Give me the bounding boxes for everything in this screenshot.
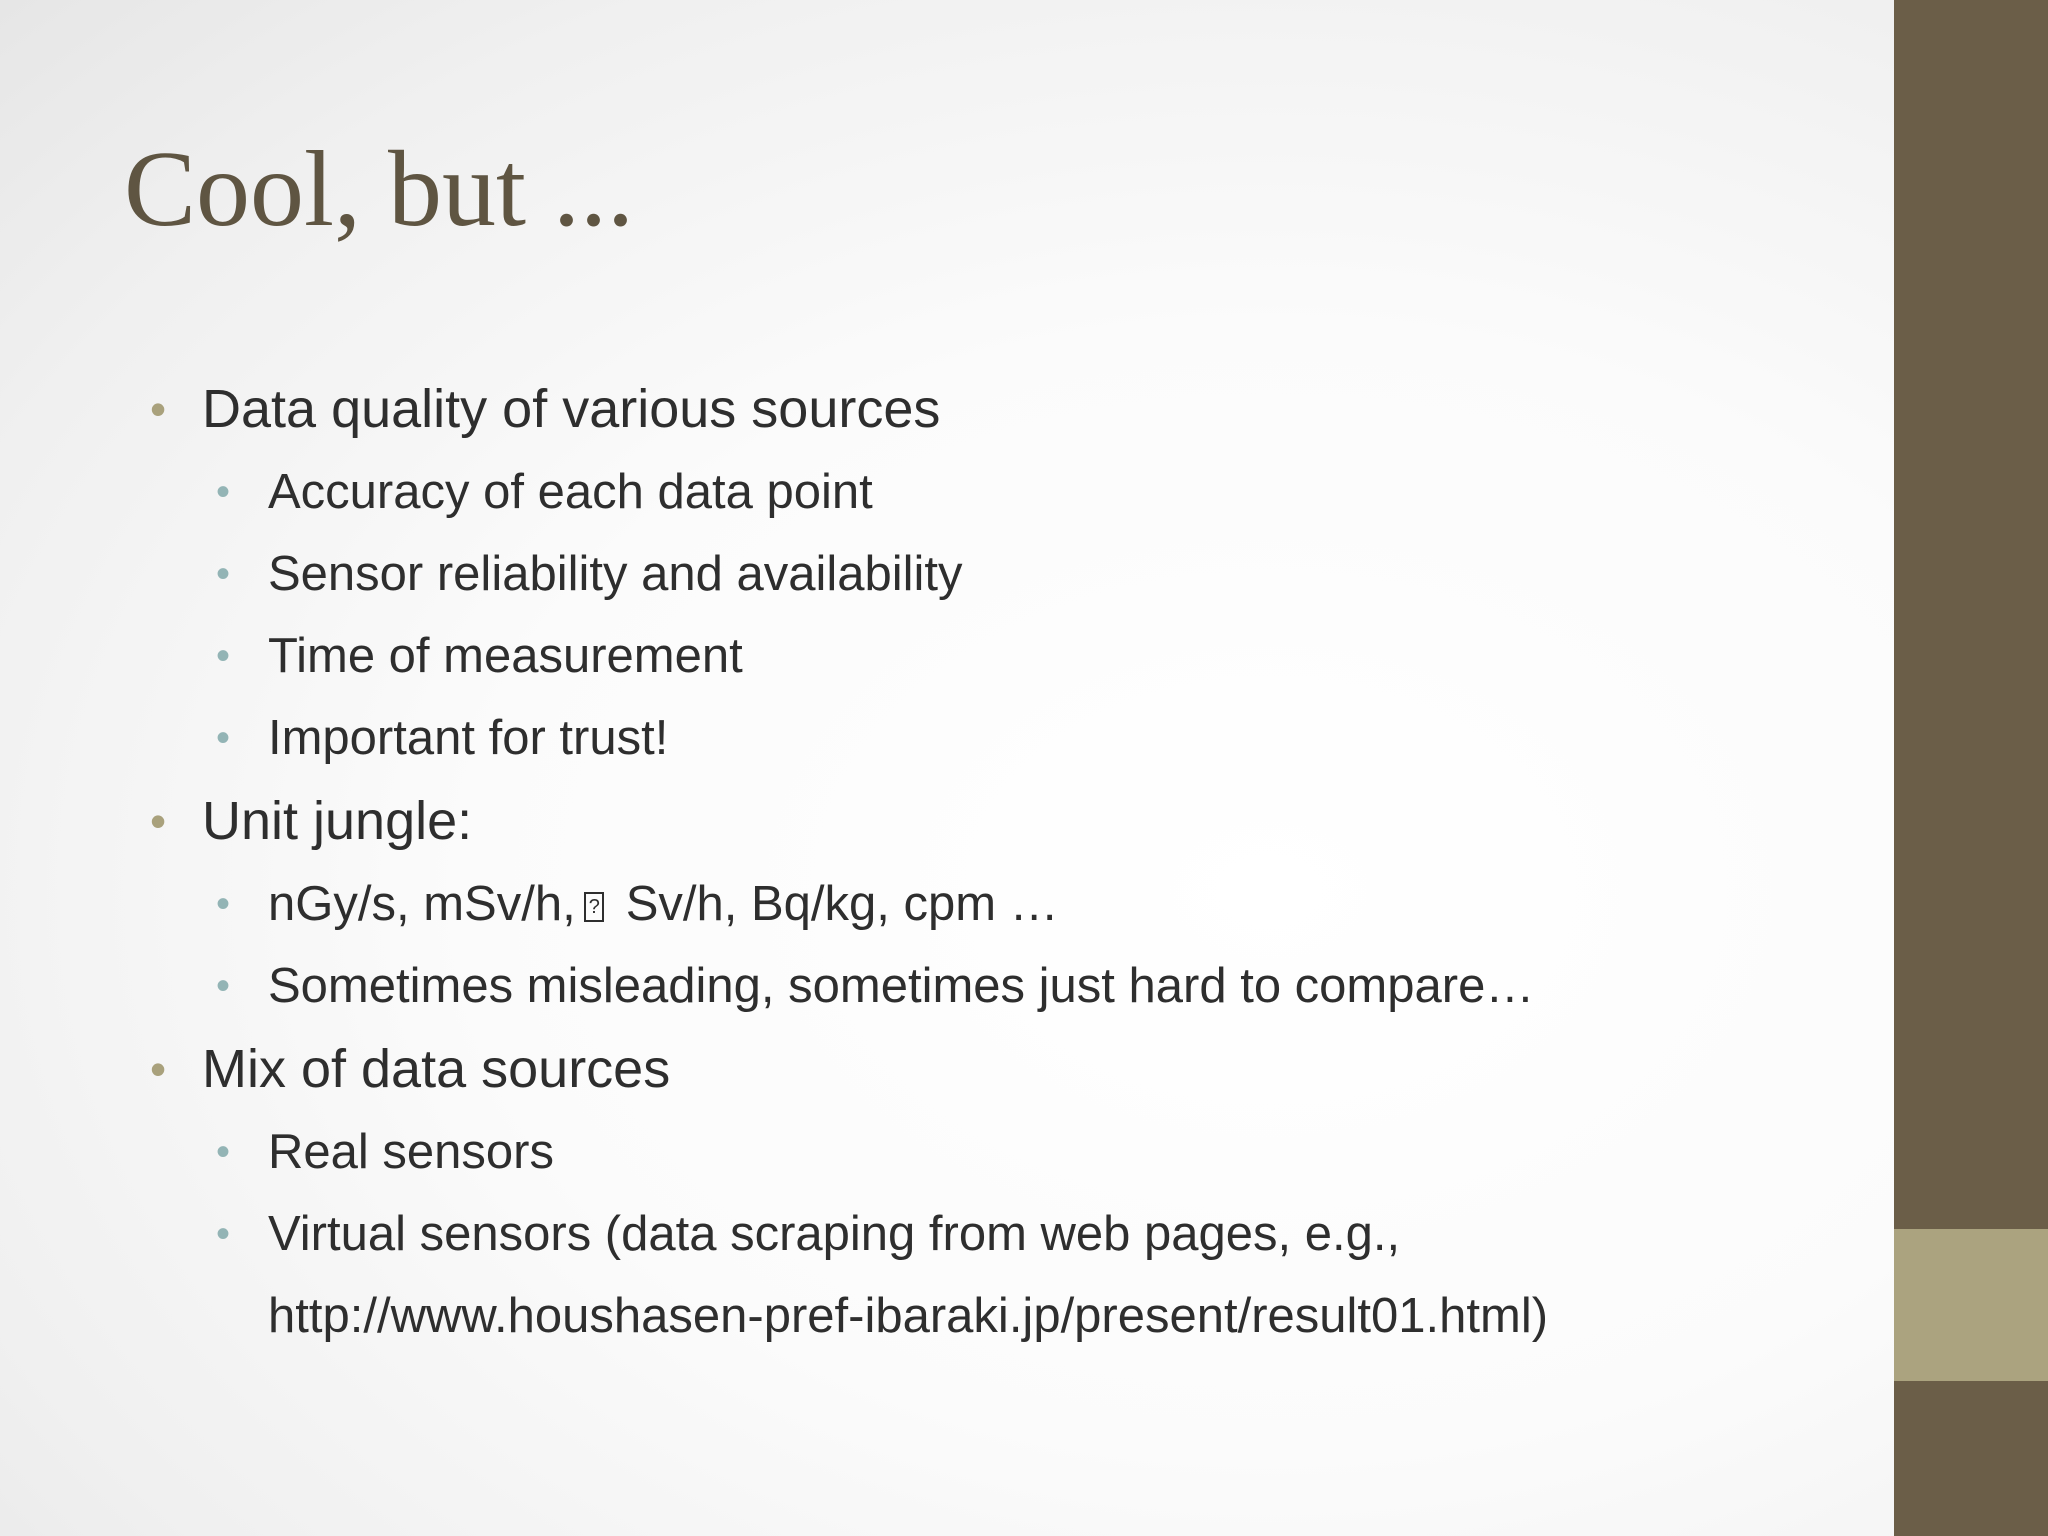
side-decoration-accent	[1894, 1229, 2048, 1381]
sub-list-container	[150, 1111, 1850, 1357]
sub-list-item	[150, 697, 1850, 779]
sub-list-item-text: Important for trust!	[268, 711, 669, 765]
sub-bullet-icon: •	[216, 634, 231, 678]
sub-list-item-text: Sensor reliability and availability	[268, 547, 963, 601]
sub-list	[150, 1111, 1850, 1357]
list-item	[150, 367, 1850, 451]
sub-bullet-icon: •	[216, 470, 231, 514]
sub-list	[150, 451, 1850, 779]
sub-bullet-icon: •	[216, 1212, 231, 1256]
sub-list-item	[150, 1193, 1850, 1357]
sub-bullet-icon: •	[216, 1130, 231, 1174]
sub-list-item	[150, 1111, 1850, 1193]
sub-list-item	[150, 863, 1850, 945]
list-item	[150, 779, 1850, 863]
sub-list-item	[150, 533, 1850, 615]
sub-list	[150, 863, 1850, 1027]
url-text: http://www.houshasen-pref-ibaraki.jp/present/result01.html)	[268, 1289, 1549, 1343]
sub-list-container	[150, 451, 1850, 779]
missing-character-icon	[584, 892, 604, 922]
sub-list-item-text-line1: Virtual sensors (data scraping from web pages, e.g.,	[268, 1207, 1401, 1261]
units-text-before: nGy/s, mSv/h,	[268, 877, 576, 931]
list-item-text: Unit jungle:	[202, 791, 473, 851]
sub-list-item	[150, 615, 1850, 697]
bullet-icon: •	[150, 383, 167, 435]
sub-list-item-text: Real sensors	[268, 1125, 554, 1179]
list-item-text: Data quality of various sources	[202, 379, 941, 439]
units-text-after: Sv/h, Bq/kg, cpm …	[625, 877, 1059, 931]
sub-list-item	[150, 451, 1850, 533]
sub-bullet-icon: •	[216, 882, 231, 926]
slide-title: Cool, but ...	[124, 130, 635, 249]
list-item-text: Mix of data sources	[202, 1039, 671, 1099]
sub-list-container	[150, 863, 1850, 1027]
list-item	[150, 1027, 1850, 1111]
bullet-icon: •	[150, 795, 167, 847]
sub-list-item	[150, 945, 1850, 1027]
sub-bullet-icon: •	[216, 716, 231, 760]
sub-list-item-text: Sometimes misleading, sometimes just hard to compare…	[268, 959, 1535, 1013]
side-decoration-bar	[1894, 0, 2048, 1536]
sub-bullet-icon: •	[216, 552, 231, 596]
sub-list-item-text: Accuracy of each data point	[268, 465, 873, 519]
sub-list-item-text: Time of measurement	[268, 629, 743, 683]
sub-bullet-icon: •	[216, 964, 231, 1008]
bullet-list	[150, 367, 1850, 1357]
bullet-icon: •	[150, 1043, 167, 1095]
